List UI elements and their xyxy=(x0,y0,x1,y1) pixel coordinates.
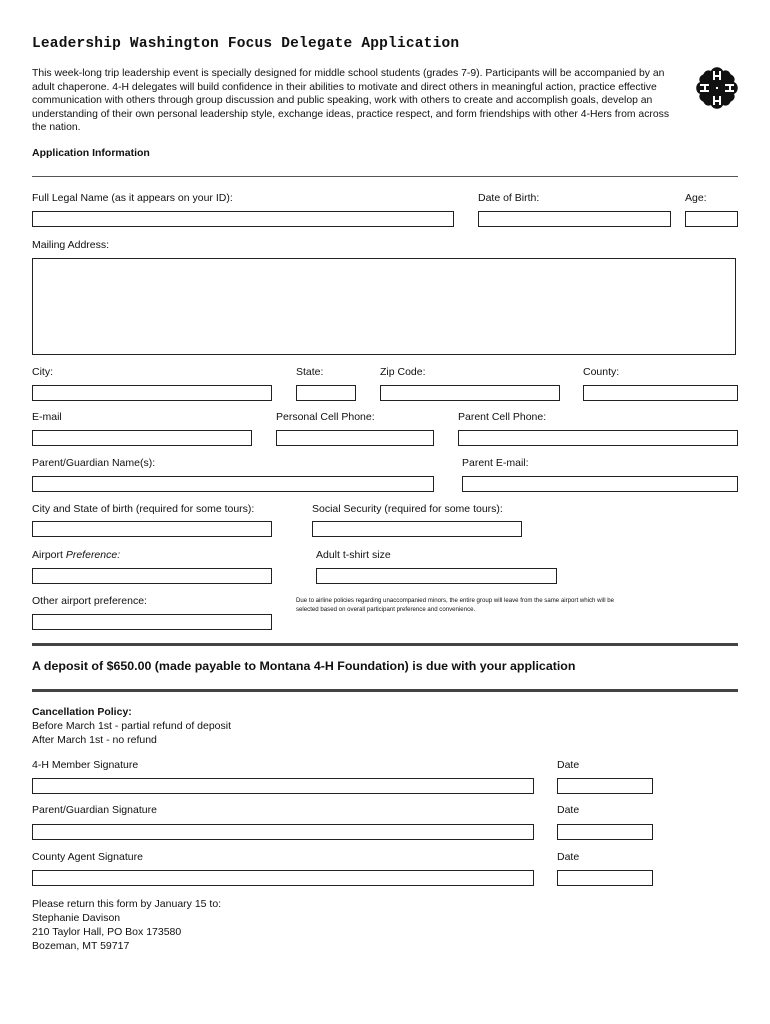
member-signature-label: 4-H Member Signature xyxy=(32,759,139,771)
parent-email-label: Parent E-mail: xyxy=(462,457,529,469)
birth-city-state-label: City and State of birth (required for some tours): xyxy=(32,503,255,515)
airline-policy-note: Due to airline policies regarding unaccompanied minors, the entire group will leave from the same airport which will be selected based on overall participant preference and convenience. xyxy=(296,597,615,613)
agent-signature-label: County Agent Signature xyxy=(32,851,143,863)
email-field[interactable] xyxy=(32,430,252,446)
age-label: Age: xyxy=(685,192,707,204)
mailing-address-field[interactable] xyxy=(32,258,736,355)
return-line: Stephanie Davison xyxy=(32,912,121,924)
zip-label: Zip Code: xyxy=(380,366,426,378)
other-airport-field[interactable] xyxy=(32,614,272,630)
4-h-clover-logo-icon xyxy=(694,65,740,111)
cancellation-policy xyxy=(32,705,231,747)
cancellation-line: Before March 1st - partial refund of deposit xyxy=(32,720,232,732)
state-label: State: xyxy=(296,366,324,378)
zip-field[interactable] xyxy=(380,385,560,401)
return-line: Bozeman, MT 59717 xyxy=(32,940,130,952)
ssn-label: Social Security (required for some tours): xyxy=(312,503,503,515)
return-line: Please return this form by January 15 to: xyxy=(32,898,222,910)
intro-paragraph: This week-long trip leadership event is specially designed for middle school students (grades 7-9). Participants will be accompanied by an adult chaperone. 4-H delegates will build confidence in their abilities to motivate and direct others in meaningful action, practice effective communication with others through group discussion and public speaking, work with others to create and accomplish goals, develop an understanding of their own personal leadership style, exchange ideas, practice respect, and form friendships with other 4-Hers from across the nation. xyxy=(32,68,670,134)
guardian-signature-label: Parent/Guardian Signature xyxy=(32,804,157,816)
agent-signature-field[interactable] xyxy=(32,870,534,886)
section-heading-application-info: Application Information xyxy=(32,147,150,159)
parent-email-field[interactable] xyxy=(462,476,738,492)
personal-cell-label: Personal Cell Phone: xyxy=(276,411,375,423)
guardian-signature-field[interactable] xyxy=(32,824,534,840)
city-label: City: xyxy=(32,366,53,378)
divider xyxy=(32,643,738,646)
dob-label: Date of Birth: xyxy=(478,192,540,204)
member-date-label: Date xyxy=(557,759,580,771)
tshirt-size-label: Adult t-shirt size xyxy=(316,549,391,561)
age-field[interactable] xyxy=(685,211,738,227)
personal-cell-field[interactable] xyxy=(276,430,434,446)
state-field[interactable] xyxy=(296,385,356,401)
airport-preference-field[interactable] xyxy=(32,568,272,584)
return-address xyxy=(32,897,221,953)
page-title: Leadership Washington Focus Delegate Application xyxy=(32,36,460,52)
other-airport-label: Other airport preference: xyxy=(32,595,147,607)
member-signature-field[interactable] xyxy=(32,778,534,794)
agent-date-field[interactable] xyxy=(557,870,653,886)
return-line: 210 Taylor Hall, PO Box 173580 xyxy=(32,926,182,938)
guardian-date-label: Date xyxy=(557,804,580,816)
parent-cell-field[interactable] xyxy=(458,430,738,446)
birth-city-state-field[interactable] xyxy=(32,521,272,537)
deposit-notice: A deposit of $650.00 (made payable to Montana 4-H Foundation) is due with your application xyxy=(32,659,576,673)
parent-cell-label: Parent Cell Phone: xyxy=(458,411,547,423)
dob-field[interactable] xyxy=(478,211,671,227)
full-name-label: Full Legal Name (as it appears on your ID): xyxy=(32,192,233,204)
airport-preference-label: Airport Preference: xyxy=(32,549,121,561)
tshirt-size-field[interactable] xyxy=(316,568,557,584)
ssn-field[interactable] xyxy=(312,521,522,537)
cancellation-heading: Cancellation Policy: xyxy=(32,706,132,718)
city-field[interactable] xyxy=(32,385,272,401)
mailing-address-label: Mailing Address: xyxy=(32,239,110,251)
guardian-names-label: Parent/Guardian Name(s): xyxy=(32,457,156,469)
county-label: County: xyxy=(583,366,620,378)
guardian-names-field[interactable] xyxy=(32,476,434,492)
divider xyxy=(32,176,738,177)
divider xyxy=(32,689,738,692)
agent-date-label: Date xyxy=(557,851,580,863)
county-field[interactable] xyxy=(583,385,738,401)
full-name-field[interactable] xyxy=(32,211,454,227)
email-label: E-mail xyxy=(32,411,62,423)
guardian-date-field[interactable] xyxy=(557,824,653,840)
member-date-field[interactable] xyxy=(557,778,653,794)
cancellation-line: After March 1st - no refund xyxy=(32,734,157,746)
